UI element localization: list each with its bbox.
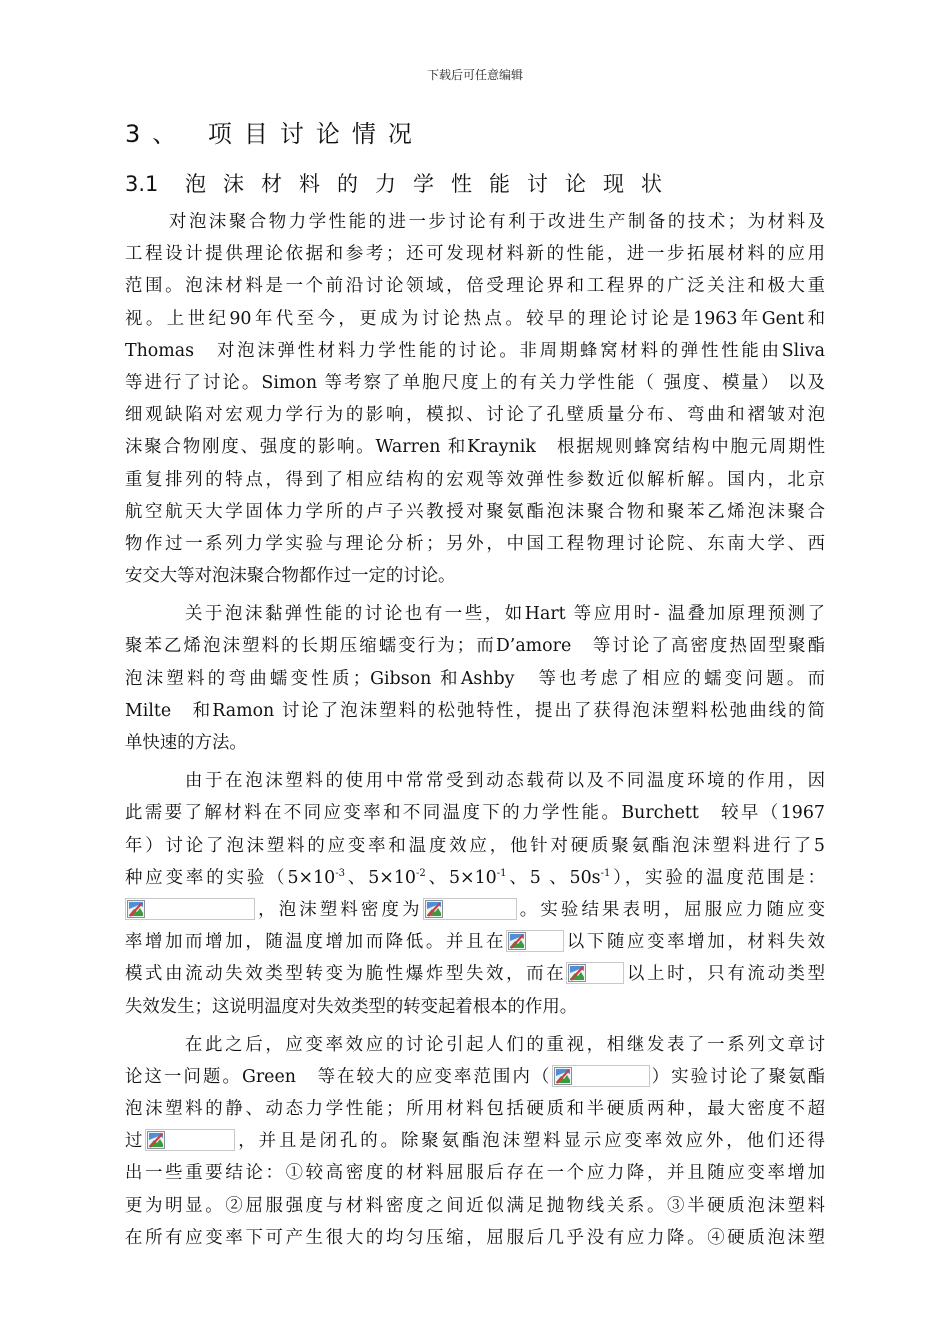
text-run: ）实验讨论了聚氨酯 <box>649 1066 825 1087</box>
text-line: 重复排列的特点，得到了相应结构的宏观等效弹性参数近似解析解。国内，北京 <box>125 469 825 490</box>
text-line: Milte 和Ramon 讨论了泡沫塑料的松弛特性，提出了获得泡沫塑料松弛曲线的简 <box>125 700 825 721</box>
text-run: 种应变率的实验（5×10 <box>125 867 336 888</box>
text-line <box>125 894 825 926</box>
text-line: 出一些重要结论：①较高密度的材料屈服后存在一个应力降，并且随应变率增加 <box>125 1163 825 1184</box>
text-line: 聚苯乙烯泡沫塑料的长期压缩蠕变行为；而D’amore 等讨论了高密度热固型聚酯 <box>125 636 825 657</box>
text-line: 对泡沫聚合物力学性能的进一步讨论有利于改进生产制备的技术；为材料及 <box>169 212 825 232</box>
text-line: 更为明显。②屈服强度与材料密度之间近似满足抛物线关系。③半硬质泡沫塑料 <box>125 1195 825 1216</box>
section-title: 3、 项目讨论情况 <box>125 120 424 148</box>
broken-image-icon <box>506 930 564 952</box>
text-run: ，泡沫塑料密度为 <box>255 899 423 920</box>
broken-image-icon <box>566 962 624 984</box>
superscript: -1 <box>496 867 507 879</box>
text-line: 范围。泡沫材料是一个前沿讨论领域，倍受理论界和工程界的广泛关注和极大重 <box>125 276 825 297</box>
text-line: 单快速的方法。 <box>125 733 247 753</box>
text-line: 泡沫塑料的弯曲蠕变性质；Gibson 和Ashby 等也考虑了相应的蠕变问题。而 <box>125 668 825 689</box>
text-line <box>125 926 825 958</box>
text-run: 以下随应变率增加，材料失效 <box>564 932 825 953</box>
text-run: 论这一问题。Green 等在较大的应变率范围内（ <box>125 1066 552 1087</box>
paragraph <box>125 1029 825 1254</box>
text-run: 率增加而增加，随温度增加而降低。并且在 <box>125 932 507 953</box>
text-line: 安交大等对泡沫聚合物都作过一定的讨论。 <box>125 566 456 587</box>
text-line: 关于泡沫黏弹性能的讨论也有一些，如Hart 等应用时- 温叠加原理预测了 <box>185 604 825 625</box>
text-line: 失效发生；这说明温度对失效类型的转变起着根本的作用。 <box>125 996 578 1017</box>
text-run: 。实验结果表明，屈服应力随应变 <box>516 899 825 920</box>
subsection-number: 3.1 <box>125 172 159 196</box>
text-line: 航空航天大学固体力学所的卢子兴教授对聚氨酯泡沫聚合物和聚苯乙烯泡沫聚合 <box>125 501 825 522</box>
broken-image-icon <box>125 898 255 920</box>
text-line: 工程设计提供理论依据和参考；还可发现材料新的性能，进一步拓展材料的应用 <box>125 244 825 265</box>
superscript: -2 <box>415 867 426 879</box>
text-run: 过 <box>125 1131 146 1152</box>
text-line: 视。上世纪90年代至今，更成为讨论热点。较早的理论讨论是1963年Gent和 <box>125 308 825 329</box>
text-line: 在所有应变率下可产生很大的均匀压缩，屈服后几乎没有应力降。④硬质泡沫塑 <box>125 1227 825 1248</box>
superscript: -3 <box>335 867 345 879</box>
text-run: 、5×10 <box>344 867 416 888</box>
broken-image-icon <box>145 1129 235 1151</box>
text-run: 、5×10 <box>425 867 497 888</box>
subsection-heading <box>125 168 679 198</box>
text-run: 、5 、50s <box>506 867 601 888</box>
text-run: ），实验的温度范围是： <box>610 867 825 888</box>
text-line: 年）讨论了泡沫塑料的应变率和温度效应，他针对硬质聚氨酯泡沫塑料进行了5 <box>125 835 825 856</box>
text-line <box>125 1125 825 1157</box>
subsection-title: 泡沫材料的力学性能讨论现状 <box>185 172 679 196</box>
text-line: 此需要了解材料在不同应变率和不同温度下的力学性能。Burchett 较早（1967 <box>125 803 825 824</box>
page-header: 下载后可任意编辑 <box>426 68 523 82</box>
text-line <box>125 1061 825 1093</box>
text-line: 细观缺陷对宏观力学行为的影响，模拟、讨论了孔壁质量分布、弯曲和褶皱对泡 <box>125 405 825 426</box>
text-run: 以上时，只有流动类型 <box>624 964 825 985</box>
text-line: 物作过一系列力学实验与理论分析；另外，中国工程物理讨论院、东南大学、西 <box>125 533 825 554</box>
text-run: ，并且是闭孔的。除聚氨酯泡沫塑料显示应变率效应外，他们还得 <box>235 1131 825 1152</box>
text-line: 等进行了讨论。Simon 等考察了单胞尺度上的有关力学性能（ 强度、模量） 以及 <box>125 372 825 393</box>
body-text <box>125 206 825 1260</box>
text-line <box>125 958 825 990</box>
text-line: 沫聚合物刚度、强度的影响。Warren 和Kraynik 根据规则蜂窝结构中胞元周期性 <box>125 437 825 458</box>
paragraph <box>125 598 825 759</box>
text-line <box>125 862 825 894</box>
text-line: Thomas 对泡沫弹性材料力学性能的讨论。非周期蜂窝材料的弹性性能由Sliva <box>125 340 825 361</box>
text-line: 在此之后，应变率效应的讨论引起人们的重视，相继发表了一系列文章讨 <box>185 1034 825 1055</box>
paragraph <box>125 206 825 592</box>
broken-image-icon <box>552 1065 650 1087</box>
superscript: -1 <box>600 867 611 879</box>
text-line: 由于在泡沫塑料的使用中常常受到动态载荷以及不同温度环境的作用，因 <box>185 771 825 792</box>
text-line: 泡沫塑料的静、动态力学性能；所用材料包括硬质和半硬质两种，最大密度不超 <box>125 1099 825 1120</box>
paragraph <box>125 765 825 1023</box>
broken-image-icon <box>423 898 517 920</box>
text-run: 模式由流动失效类型转变为脆性爆炸型失效，而在 <box>125 964 567 985</box>
